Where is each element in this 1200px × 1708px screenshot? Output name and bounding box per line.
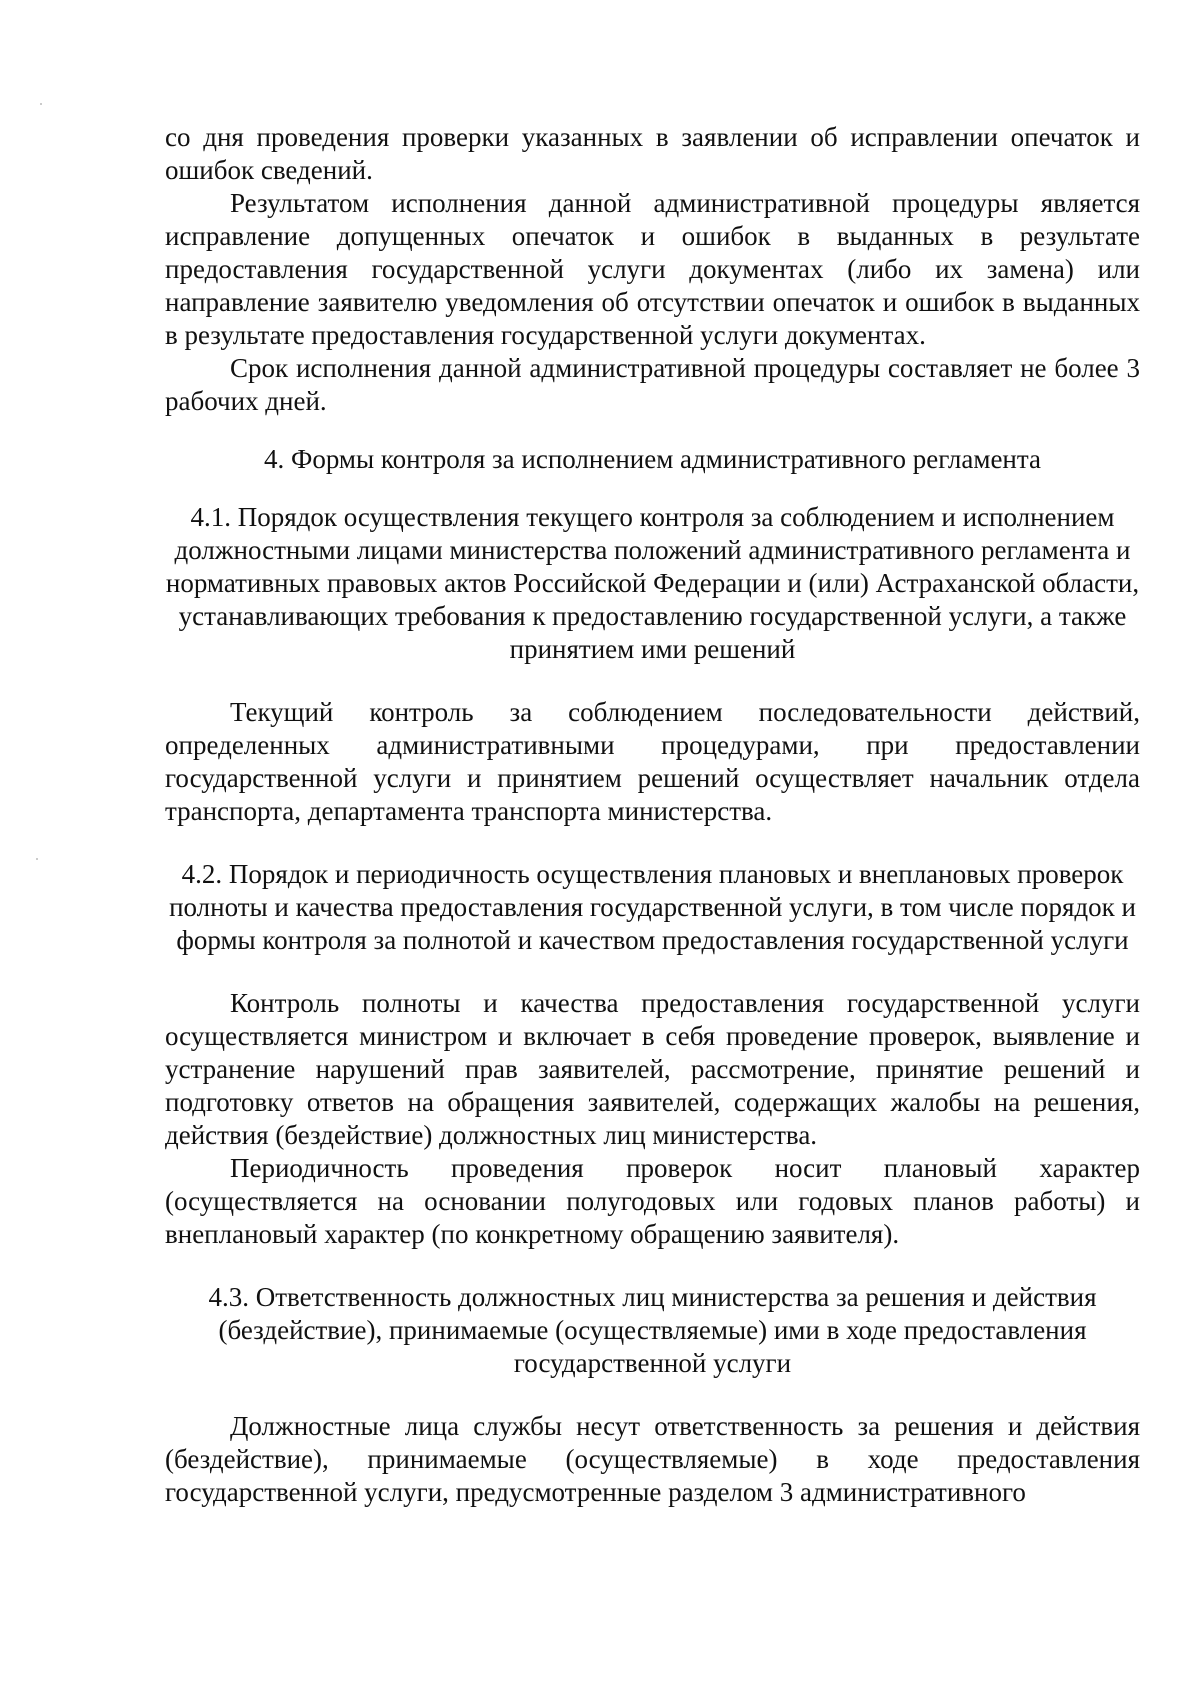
section-4-2-heading: 4.2. Порядок и периодичность осуществления плановых и внеплановых проверок полноты и качества предоставления государственной услуги, в том числе порядок и формы контроля за полнотой и качеством предоставления государственной услуги [169, 859, 1136, 955]
result-paragraph: Результатом исполнения данной административной процедуры является исправление допущенных опечаток и ошибок в выданных в результате предоставления государственной услуги документах (либо их замена) или направление заявителю уведомления об отсутствии опечаток и ошибок в выданных в результате предоставления государственной услуги документах. [165, 188, 1140, 350]
section-4-2-text-1: Контроль полноты и качества предоставления государственной услуги осуществляется министром и включает в себя проведение проверок, выявление и устранение нарушений прав заявителей, рассмотрение, принятие решений и подготовку ответов на обращения заявителей, содержащих жалобы на решения, действия (бездействие) должностных лиц министерства. [165, 988, 1140, 1150]
continuation-paragraph: со дня проведения проверки указанных в заявлении об исправлении опечаток и ошибок сведений. [165, 122, 1140, 185]
scan-speck [36, 858, 38, 860]
scan-speck [40, 103, 42, 105]
section-4-3-text: Должностные лица службы несут ответственность за решения и действия (бездействие), принимаемые (осуществляемые) в ходе предоставления государственной услуги, предусмотренные разделом 3 административного [165, 1411, 1140, 1507]
section-4-3-heading: 4.3. Ответственность должностных лиц министерства за решения и действия (бездействие), принимаемые (осуществляемые) ими в ходе предоставления государственной услуги [208, 1282, 1097, 1378]
section-4-2-text-2: Периодичность проведения проверок носит плановый характер (осуществляется на основании полугодовых или годовых планов работы) и внеплановый характер (по конкретному обращению заявителя). [165, 1153, 1140, 1249]
document-body [165, 121, 1140, 1509]
section-4-1-text: Текущий контроль за соблюдением последовательности действий, определенных административными процедурами, при предоставлении государственной услуги и принятием решений осуществляет начальник отдела транспорта, департамента транспорта министерства. [165, 697, 1140, 826]
term-paragraph: Срок исполнения данной административной процедуры составляет не более 3 рабочих дней. [165, 353, 1140, 416]
section-4-1-heading: 4.1. Порядок осуществления текущего контроля за соблюдением и исполнением должностными лицами министерства положений административного регламента и нормативных правовых актов Российской Федерации и (или) Астраханской области, устанавливающих требования к предоставлению государственной услуги, а также принятием ими решений [165, 502, 1140, 664]
section-4-heading: 4. Формы контроля за исполнением административного регламента [264, 444, 1041, 474]
